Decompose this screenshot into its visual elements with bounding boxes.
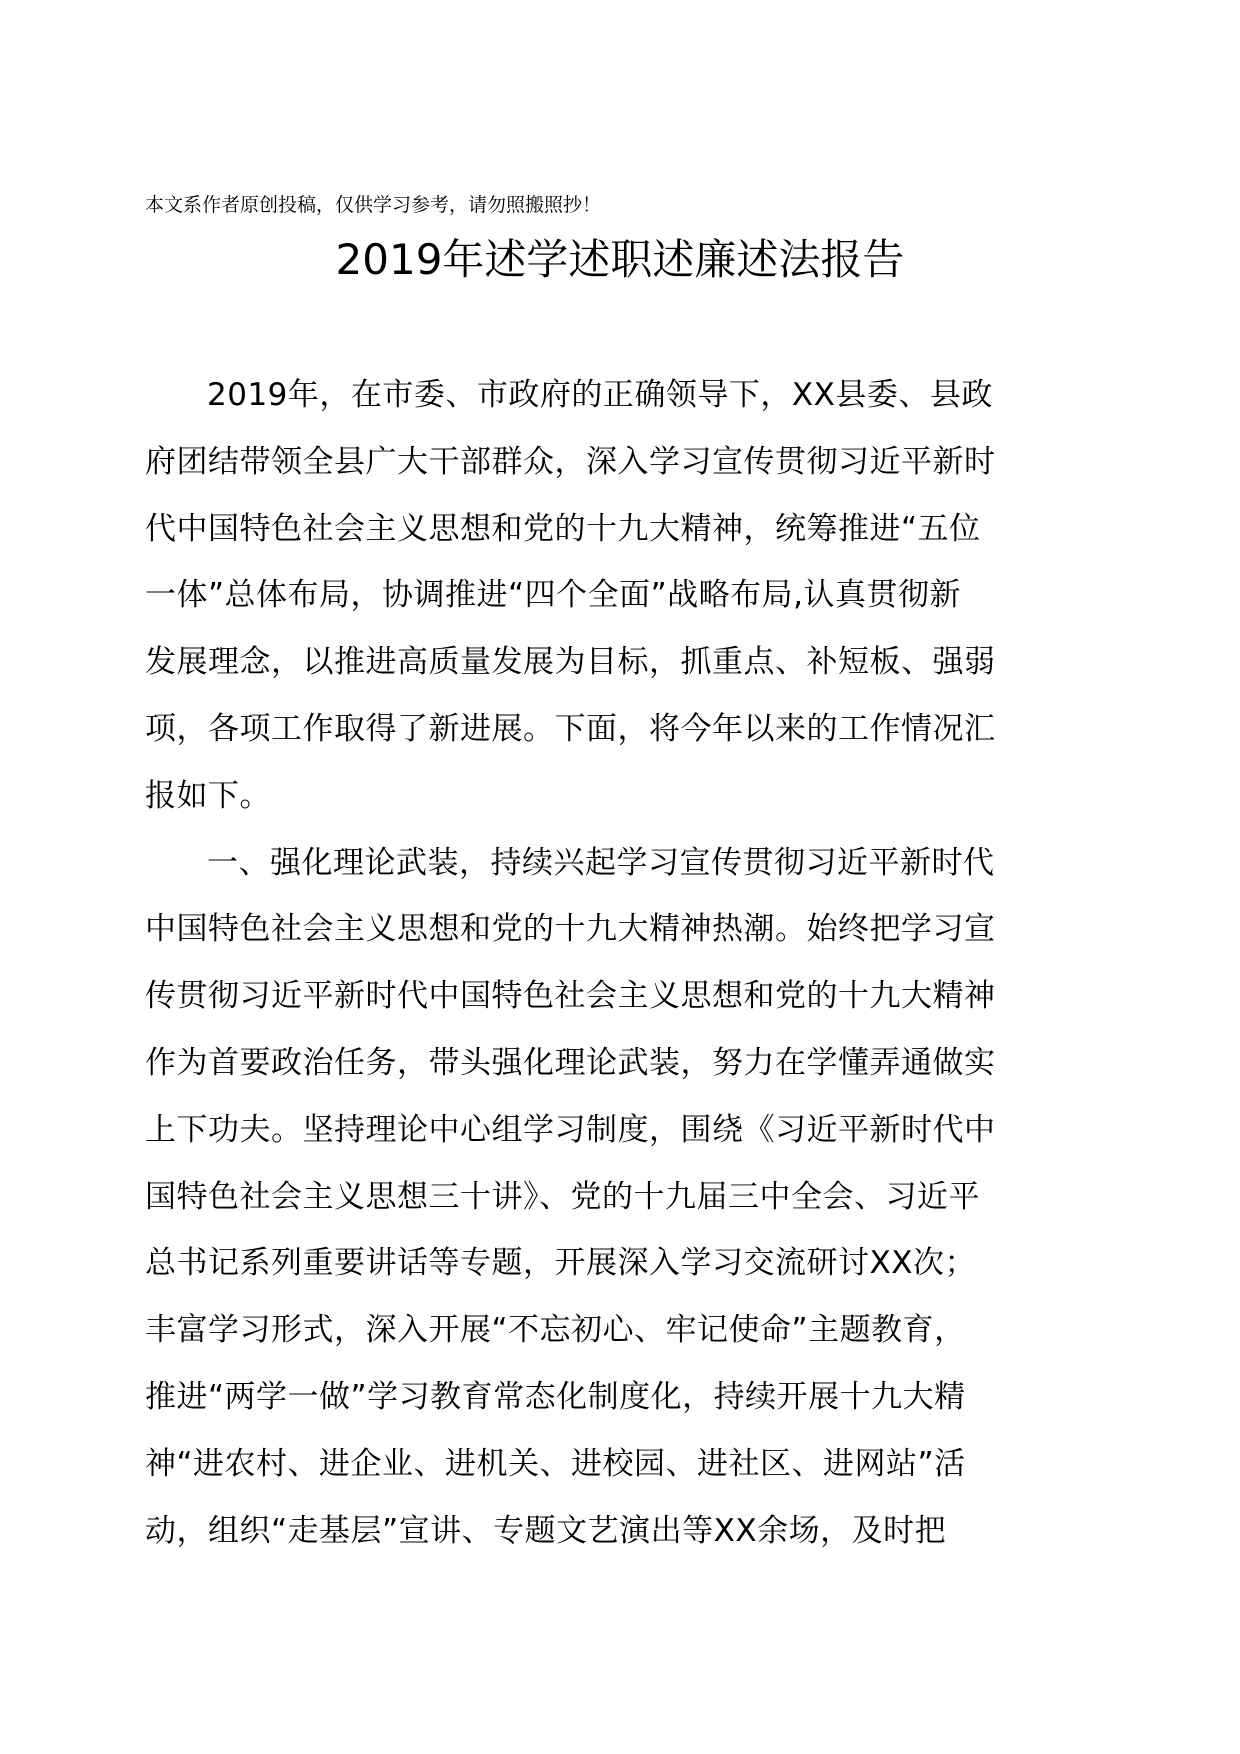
paragraph-2-line-2: 中国特色社会主义思想和党的十九大精神热潮。始终把学习宣 bbox=[145, 911, 996, 948]
paragraph-2-line-5: 上下功夫。坚持理论中心组学习制度，围绕《习近平新时代中 bbox=[145, 1111, 996, 1148]
paragraph-1-line-3: 代中国特色社会主义思想和党的十九大精神，统筹推进“五位 bbox=[145, 510, 981, 547]
paragraph-1-line-4: 一体”总体布局，协调推进“四个全面”战略布局,认真贯彻新 bbox=[145, 577, 962, 614]
document-body bbox=[145, 362, 1085, 1564]
paragraph-2-line-1: 一、强化理论武装，持续兴起学习宣传贯彻习近平新时代 bbox=[207, 844, 995, 881]
paragraph-1-line-1: 2019年，在市委、市政府的正确领导下，XX县委、县政 bbox=[207, 377, 993, 413]
paragraph-1-line-7: 报如下。 bbox=[145, 777, 271, 814]
paragraph-1-line-6: 项，各项工作取得了新进展。下面，将今年以来的工作情况汇 bbox=[145, 710, 996, 747]
paragraph-2-line-7: 总书记系列重要讲话等专题，开展深入学习交流研讨XX次； bbox=[145, 1245, 976, 1282]
paragraph-2-line-8: 丰富学习形式，深入开展“不忘初心、牢记使命”主题教育， bbox=[145, 1312, 966, 1349]
paragraph-2-line-6: 国特色社会主义思想三十讲》、党的十九届三中全会、习近平 bbox=[145, 1178, 980, 1215]
paragraph-1-line-5: 发展理念，以推进高质量发展为目标，抓重点、补短板、强弱 bbox=[145, 644, 996, 681]
paragraph-2-line-9: 推进“两学一做”学习教育常态化制度化，持续开展十九大精 bbox=[145, 1378, 966, 1415]
paragraph-2-line-4: 作为首要政治任务，带头强化理论武装，努力在学懂弄通做实 bbox=[145, 1044, 996, 1081]
document-title: 2019年述学述职述廉述法报告 bbox=[335, 235, 905, 284]
paragraph-2-line-11: 动，组织“走基层”宣讲、专题文艺演出等XX余场，及时把 bbox=[145, 1512, 947, 1549]
paragraph-2-line-10: 神“进农村、进企业、进机关、进校园、进社区、进网站”活 bbox=[145, 1445, 966, 1482]
paragraph-1-line-2: 府团结带领全县广大干部群众，深入学习宣传贯彻习近平新时 bbox=[145, 443, 996, 480]
paragraph-2-line-3: 传贯彻习近平新时代中国特色社会主义思想和党的十九大精神 bbox=[145, 978, 996, 1015]
copyright-notice: 本文系作者原创投稿，仅供学习参考，请勿照搬照抄！ bbox=[145, 194, 602, 216]
